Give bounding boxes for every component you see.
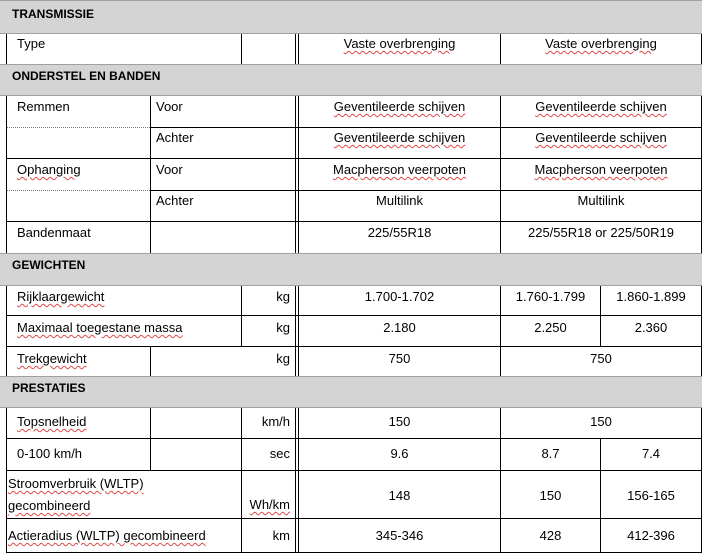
range-col1: 345-346 — [375, 528, 424, 543]
curb-weight-col2b: 1.860-1.899 — [616, 289, 686, 304]
row-divider — [6, 315, 702, 316]
row-divider — [150, 127, 702, 128]
col-divider — [6, 96, 7, 253]
row-divider — [6, 552, 702, 553]
section-heading: PRESTATIES — [12, 381, 86, 395]
col-divider — [295, 286, 296, 376]
col-divider — [150, 96, 151, 253]
section-weights — [0, 253, 702, 286]
section-heading: TRANSMISSIE — [12, 7, 95, 21]
row-divider-dotted — [6, 127, 150, 128]
row-divider — [6, 221, 702, 222]
consumption-col2b: 156-165 — [627, 488, 675, 503]
max-mass-col2b: 2.360 — [634, 320, 668, 335]
curb-weight-label: Rijklaargewicht — [17, 289, 105, 304]
acceleration-col2a: 8.7 — [541, 446, 560, 461]
col-divider — [150, 347, 151, 376]
curb-weight-col1: 1.700-1.702 — [364, 289, 435, 304]
row-divider — [150, 190, 702, 191]
tow-weight-unit: kg — [276, 351, 290, 366]
suspension-rear-label: Achter — [156, 193, 194, 208]
brakes-front-label: Voor — [156, 99, 183, 114]
tow-weight-label: Trekgewicht — [17, 351, 87, 366]
col-divider — [6, 34, 7, 64]
brakes-label: Remmen — [17, 99, 70, 114]
row-divider — [6, 518, 702, 519]
row-divider — [6, 158, 702, 159]
suspension-front-col2: Macpherson veerpoten — [534, 162, 668, 177]
tyre-col1: 225/55R18 — [367, 225, 432, 240]
brakes-rear-col2: Geventileerde schijven — [535, 130, 667, 145]
row-divider — [6, 438, 702, 439]
section-heading: GEWICHTEN — [12, 258, 86, 272]
top-speed-label: Topsnelheid — [17, 414, 87, 429]
acceleration-col1: 9.6 — [390, 446, 409, 461]
curb-weight-unit: kg — [276, 289, 290, 304]
suspension-label: Ophanging — [17, 162, 81, 177]
type-label: Type — [17, 36, 46, 51]
suspension-front-label: Voor — [156, 162, 183, 177]
top-speed-col2: 150 — [590, 414, 612, 429]
section-chassis — [0, 64, 702, 96]
suspension-rear-col2: Multilink — [577, 193, 625, 208]
suspension-front-col1: Macpherson veerpoten — [333, 162, 466, 177]
type-value-col1: Vaste overbrenging — [343, 36, 456, 51]
max-mass-col2a: 2.250 — [534, 320, 567, 335]
acceleration-label: 0-100 km/h — [17, 446, 83, 461]
max-mass-unit: kg — [276, 320, 290, 335]
max-mass-col1: 2.180 — [383, 320, 416, 335]
brakes-rear-label: Achter — [156, 130, 194, 145]
consumption-col1: 148 — [388, 488, 411, 503]
top-speed-unit: km/h — [261, 414, 290, 429]
suspension-rear-col1: Multilink — [376, 193, 423, 208]
col-divider — [241, 34, 242, 64]
top-speed-col1: 150 — [388, 414, 411, 429]
row-divider — [6, 470, 702, 471]
consumption-label-line1: Stroomverbruik (WLTP) — [8, 476, 144, 491]
range-unit: km — [272, 528, 290, 543]
consumption-unit: Wh/km — [249, 497, 290, 512]
col-divider — [295, 34, 296, 64]
section-transmission — [0, 0, 702, 34]
acceleration-unit: sec — [269, 446, 290, 461]
acceleration-col2b: 7.4 — [641, 446, 661, 461]
tow-weight-col1: 750 — [388, 351, 411, 366]
brakes-front-col2: Geventileerde schijven — [535, 99, 667, 114]
type-value-col2: Vaste overbrenging — [545, 36, 657, 51]
brakes-front-col1: Geventileerde schijven — [333, 99, 466, 114]
row-divider-dotted — [6, 190, 150, 191]
max-mass-label: Maximaal toegestane massa — [17, 320, 183, 335]
curb-weight-col2a: 1.760-1.799 — [515, 289, 586, 304]
col-divider — [295, 408, 296, 552]
tyre-label: Bandenmaat — [17, 225, 91, 240]
tyre-col2: 225/55R18 or 225/50R19 — [527, 225, 674, 240]
consumption-label-line2: gecombineerd — [8, 498, 91, 513]
consumption-col2a: 150 — [539, 488, 562, 503]
brakes-rear-col1: Geventileerde schijven — [333, 130, 466, 145]
col-divider — [150, 408, 151, 470]
col-divider — [6, 408, 7, 552]
row-divider — [6, 346, 702, 347]
tow-weight-col2: 750 — [590, 351, 612, 366]
section-performance — [0, 376, 702, 408]
range-col2a: 428 — [539, 528, 562, 543]
range-col2b: 412-396 — [627, 528, 675, 543]
col-divider — [295, 96, 296, 253]
section-heading: ONDERSTEL EN BANDEN — [12, 69, 161, 83]
range-label: Actieradius (WLTP) gecombineerd — [8, 528, 206, 543]
col-divider — [6, 286, 7, 376]
